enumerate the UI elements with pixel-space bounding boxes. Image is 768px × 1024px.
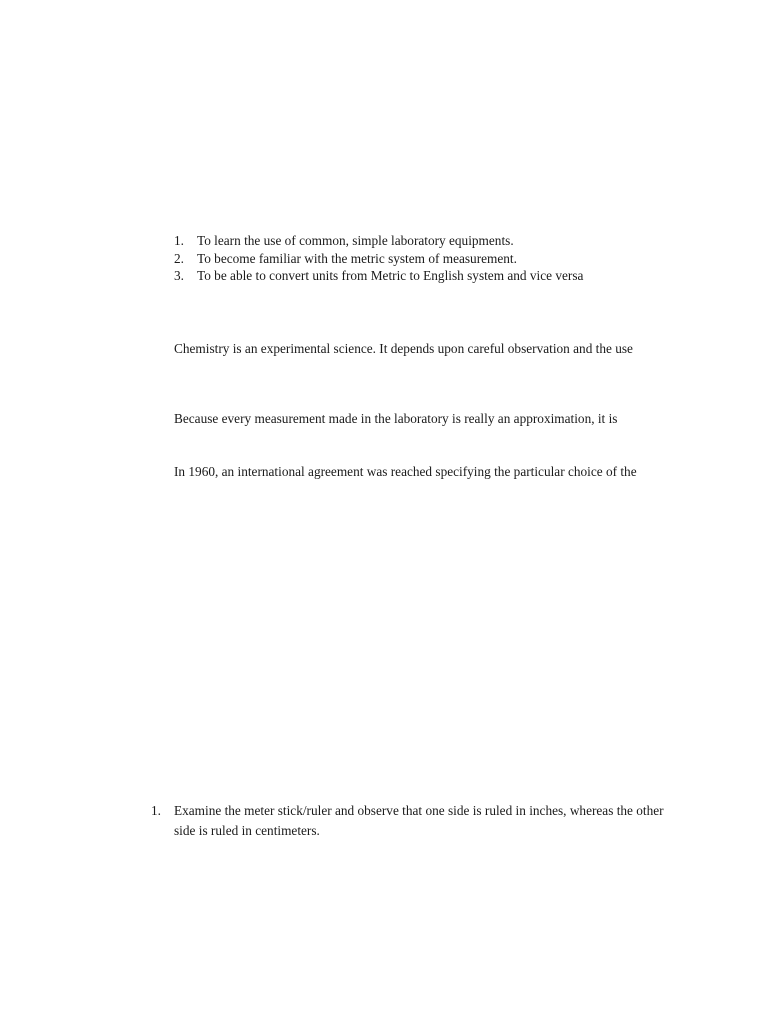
list-number: 1.	[151, 803, 161, 818]
measurement-paragraph: Because every measurement made in the laboratory is really an approximation, it is	[174, 411, 618, 426]
objective-text: To be able to convert units from Metric to English system and vice versa	[197, 268, 584, 283]
list-number: 3.	[174, 268, 184, 283]
si-agreement-paragraph: In 1960, an international agreement was reached specifying the particular choice of the	[174, 464, 637, 479]
list-number: 1.	[174, 233, 184, 248]
objective-item	[174, 232, 583, 250]
objective-text: To become familiar with the metric system of measurement.	[197, 250, 517, 266]
procedure-text: Examine the meter stick/ruler and observe that one side is ruled in inches, whereas the other side is ruled in centimeters.	[174, 803, 664, 838]
list-number: 2.	[174, 250, 184, 266]
procedure-item	[151, 801, 671, 840]
objective-item	[174, 267, 583, 285]
objective-item	[174, 250, 583, 268]
intro-paragraph: Chemistry is an experimental science. It depends upon careful observation and the use	[174, 341, 633, 356]
objective-text: To learn the use of common, simple laboratory equipments.	[197, 233, 514, 248]
objectives-list	[174, 232, 583, 285]
procedure-list	[151, 801, 671, 840]
